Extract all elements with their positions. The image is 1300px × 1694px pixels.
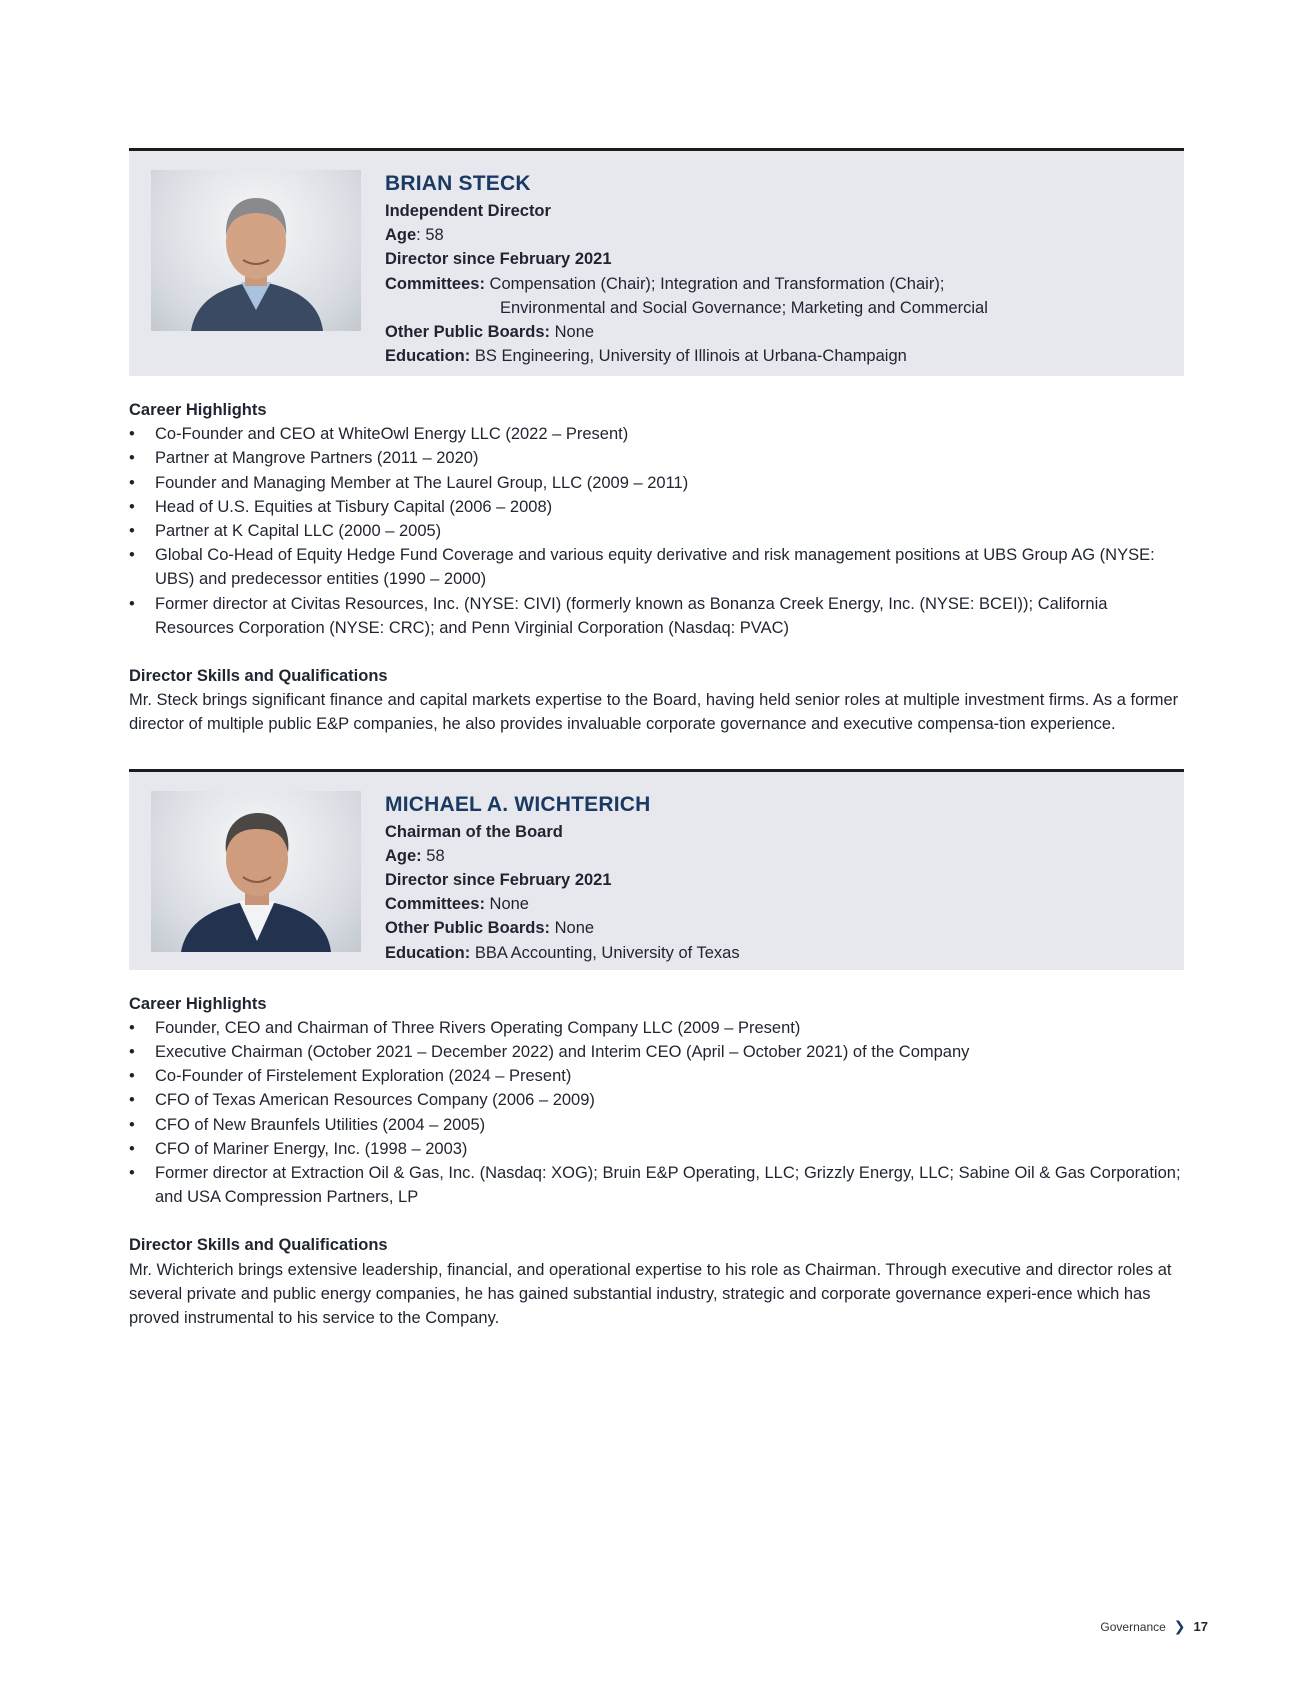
list-item: • Founder, CEO and Chairman of Three Rivers Operating Company LLC (2009 – Present) [129,1016,1184,1040]
skills-paragraph: Mr. Steck brings significant finance and capital markets expertise to the Board, having held senior roles at multiple investment firms. As a former director of multiple public E&P companies, he also provides invaluable corporate governance and executive compensa-tion experience. [129,691,1179,734]
director-since: Director since February 2021 [385,250,612,269]
list-item: • Former director at Civitas Resources, Inc. (NYSE: CIVI) (formerly known as Bonanza Creek Energy, Inc. (NYSE: BCEI)); California Resources Corporation (NYSE: CRC); and Penn Virginial Corporation (Nasdaq: PVAC) [129,592,1184,640]
list-item: • Head of U.S. Equities at Tisbury Capital (2006 – 2008) [129,495,1184,519]
list-item: • Co-Founder and CEO at WhiteOwl Energy LLC (2022 – Present) [129,422,1184,446]
director-other-boards [385,916,740,940]
director-committees [385,272,988,296]
boards-label: Other Public Boards: [385,919,551,938]
career-highlights [129,992,1184,1331]
career-highlights [129,398,1184,737]
committees-label: Committees: [385,274,485,293]
career-list [129,1016,1184,1210]
age-separator: : [416,226,426,245]
director-info [385,790,740,965]
skills-paragraph: Mr. Wichterich brings extensive leadership, financial, and operational expertise to his role as Chairman. Through executive and director roles at several private and public energy companies, he has gained substantial industry, strategic and corporate governance experi-ence which has proved instrumental to his service to the Company. [129,1260,1172,1328]
director-age [385,844,740,868]
education-value: BBA Accounting, University of Texas [474,943,740,962]
list-item: • Global Co-Head of Equity Hedge Fund Coverage and various equity derivative and risk management positions at UBS Group AG (NYSE: UBS) and predecessor entities (1990 – 2000) [129,543,1184,591]
director-photo-michael-wichterich [151,791,361,952]
boards-value: None [554,323,595,342]
education-label: Education: [385,943,471,962]
director-other-boards [385,320,988,344]
education-value: BS Engineering, University of Illinois at Urbana-Champaign [474,347,907,366]
list-item: • Co-Founder of Firstelement Exploration (2024 – Present) [129,1064,1184,1088]
list-item: • Partner at Mangrove Partners (2011 – 2020) [129,446,1184,470]
age-label: Age [385,226,417,245]
director-age [385,223,988,247]
list-item: • Founder and Managing Member at The Laurel Group, LLC (2009 – 2011) [129,471,1184,495]
director-profiles [129,148,1184,1330]
age-value: 58 [426,846,445,865]
committees-value: Compensation (Chair); Integration and Transformation (Chair); [489,274,945,293]
age-label: Age: [385,846,422,865]
education-label: Education: [385,347,471,366]
skills-title: Director Skills and Qualifications [129,667,388,686]
career-list [129,422,1184,640]
director-photo-brian-steck [151,170,361,331]
boards-value: None [554,919,595,938]
portrait-illustration [151,170,361,331]
director-title: Chairman of the Board [385,822,563,841]
list-item: • Executive Chairman (October 2021 – December 2022) and Interim CEO (April – October 2021) of the Company [129,1040,1184,1064]
committees-value: None [489,895,529,914]
age-value: 58 [425,226,444,245]
career-highlights-title: Career Highlights [129,401,267,419]
career-highlights-title: Career Highlights [129,994,267,1013]
list-item: • CFO of Texas American Resources Company (2006 – 2009) [129,1088,1184,1112]
boards-label: Other Public Boards: [385,323,551,342]
director-card-michael-wichterich [129,769,1184,970]
footer-section-label: Governance [1100,1619,1166,1634]
list-item: • CFO of New Braunfels Utilities (2004 – 2005) [129,1113,1184,1137]
page-footer [1100,1618,1208,1635]
director-committees [385,892,740,916]
director-name: MICHAEL A. WICHTERICH [385,792,651,816]
director-since: Director since February 2021 [385,871,612,890]
director-name: BRIAN STECK [385,172,531,195]
list-item: • CFO of Mariner Energy, Inc. (1998 – 2003) [129,1137,1184,1161]
chevron-right-icon: ❯ [1173,1618,1186,1634]
director-education [385,941,740,965]
director-title: Independent Director [385,202,551,220]
portrait-illustration [151,791,361,952]
skills-title: Director Skills and Qualifications [129,1236,388,1255]
committees-label: Committees: [385,895,485,914]
list-item: • Former director at Extraction Oil & Gas, Inc. (Nasdaq: XOG); Bruin E&P Operating, LLC; Grizzly Energy, LLC; Sabine Oil & Gas Corporation; and USA Compression Partners, LP [129,1161,1184,1209]
director-card-brian-steck [129,148,1184,376]
list-item: • Partner at K Capital LLC (2000 – 2005) [129,519,1184,543]
committees-continuation: Environmental and Social Governance; Marketing and Commercial [500,298,988,317]
director-info [385,169,988,368]
director-education [385,344,988,368]
page-number: 17 [1193,1619,1208,1634]
